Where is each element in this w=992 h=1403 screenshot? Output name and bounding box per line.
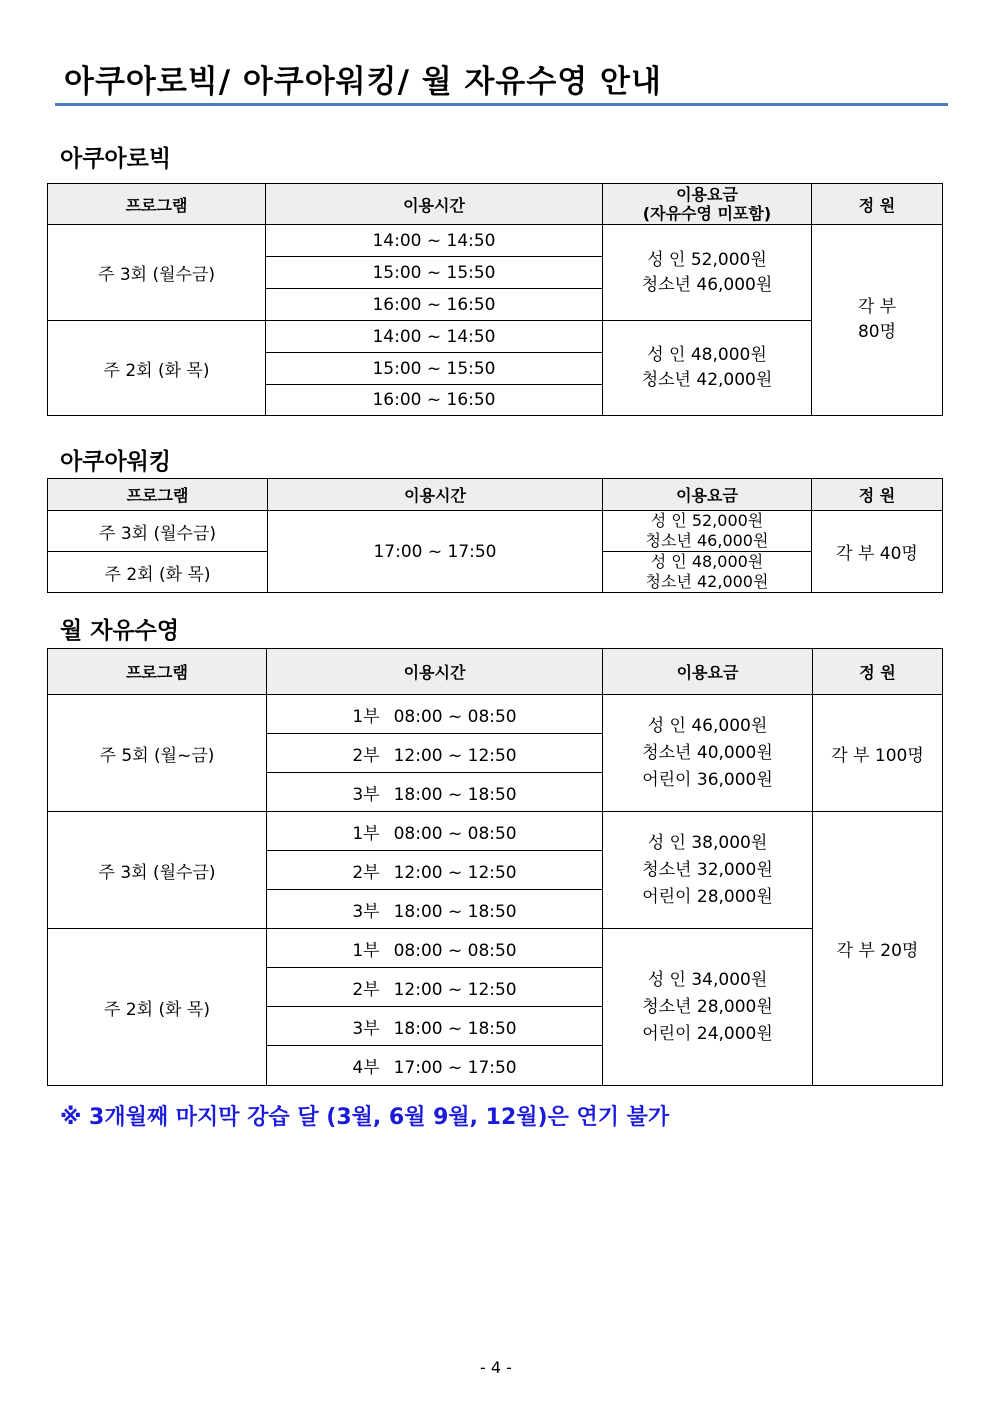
session-part: 2부 bbox=[352, 979, 380, 1000]
session-time: 08:00 ~ 08:50 bbox=[393, 706, 517, 727]
program-cell: 주 3회 (월수금) bbox=[48, 225, 266, 321]
fee-youth: 청소년 28,000원 bbox=[642, 996, 773, 1017]
session-part: 2부 bbox=[352, 745, 380, 766]
title-underline bbox=[55, 103, 948, 106]
capacity-cell: 각 부 20명 bbox=[813, 812, 943, 1086]
fee-child: 어린이 36,000원 bbox=[642, 769, 773, 790]
capacity-cell: 각 부 40명 bbox=[812, 511, 943, 593]
session-part: 2부 bbox=[352, 862, 380, 883]
fee-cell bbox=[603, 812, 813, 929]
fee-youth: 청소년 42,000원 bbox=[641, 370, 773, 390]
swim-table bbox=[47, 648, 943, 1086]
postponement-notice: ※ 3개월째 마지막 강습 달 (3월, 6월 9월, 12월)은 연기 불가 bbox=[60, 1105, 670, 1130]
session-cell bbox=[267, 773, 603, 812]
header-program: 프로그램 bbox=[48, 479, 268, 511]
page-title: 아쿠아로빅/ 아쿠아워킹/ 월 자유수영 안내 bbox=[64, 64, 662, 100]
session-cell bbox=[267, 695, 603, 734]
session-time: 12:00 ~ 12:50 bbox=[393, 862, 517, 883]
session-cell bbox=[267, 1046, 603, 1086]
header-fee-note: (자유수영 미포함) bbox=[642, 204, 772, 223]
fee-youth: 청소년 42,000원 bbox=[645, 572, 769, 591]
fee-cell bbox=[603, 695, 813, 812]
session-part: 3부 bbox=[352, 1018, 380, 1039]
session-time: 12:00 ~ 12:50 bbox=[393, 979, 517, 1000]
session-time: 18:00 ~ 18:50 bbox=[393, 784, 517, 805]
header-program: 프로그램 bbox=[48, 649, 267, 695]
program-cell: 주 2회 (화 목) bbox=[48, 321, 266, 416]
capacity-line1: 각 부 bbox=[857, 297, 897, 317]
program-cell: 주 3회 (월수금) bbox=[48, 511, 268, 552]
session-cell bbox=[267, 929, 603, 968]
header-fee: 이용요금 bbox=[603, 649, 813, 695]
session-cell bbox=[267, 734, 603, 773]
capacity-cell bbox=[812, 225, 943, 416]
session-part: 3부 bbox=[352, 784, 380, 805]
session-cell bbox=[267, 890, 603, 929]
time-cell: 17:00 ~ 17:50 bbox=[268, 511, 603, 593]
header-capacity: 정 원 bbox=[813, 649, 943, 695]
fee-adult: 성 인 34,000원 bbox=[647, 969, 768, 990]
session-cell bbox=[267, 812, 603, 851]
fee-child: 어린이 24,000원 bbox=[642, 1023, 773, 1044]
header-capacity: 정 원 bbox=[812, 184, 943, 225]
session-cell bbox=[267, 1007, 603, 1046]
fee-adult: 성 인 52,000원 bbox=[650, 511, 764, 530]
fee-cell bbox=[603, 321, 812, 416]
program-cell: 주 5회 (월~금) bbox=[48, 695, 267, 812]
fee-child: 어린이 28,000원 bbox=[642, 886, 773, 907]
session-part: 1부 bbox=[352, 823, 380, 844]
session-time: 18:00 ~ 18:50 bbox=[393, 1018, 517, 1039]
session-part: 1부 bbox=[352, 940, 380, 961]
program-cell: 주 2회 (화 목) bbox=[48, 929, 267, 1086]
session-part: 1부 bbox=[352, 706, 380, 727]
fee-cell bbox=[603, 552, 812, 593]
fee-cell bbox=[603, 511, 812, 552]
capacity-cell: 각 부 100명 bbox=[813, 695, 943, 812]
header-program: 프로그램 bbox=[48, 184, 266, 225]
aerobic-table bbox=[47, 183, 943, 416]
session-time: 12:00 ~ 12:50 bbox=[393, 745, 517, 766]
header-fee-label: 이용요금 bbox=[676, 185, 738, 204]
header-time: 이용시간 bbox=[267, 649, 603, 695]
session-time: 08:00 ~ 08:50 bbox=[393, 940, 517, 961]
session-cell bbox=[267, 968, 603, 1007]
fee-adult: 성 인 48,000원 bbox=[650, 552, 764, 571]
fee-youth: 청소년 32,000원 bbox=[642, 859, 773, 880]
session-time: 17:00 ~ 17:50 bbox=[393, 1058, 517, 1078]
time-cell: 16:00 ~ 16:50 bbox=[266, 385, 603, 416]
section-heading-aerobic: 아쿠아로빅 bbox=[60, 146, 172, 172]
fee-youth: 청소년 46,000원 bbox=[641, 274, 773, 295]
time-cell: 14:00 ~ 14:50 bbox=[266, 321, 603, 353]
capacity-line2: 80명 bbox=[857, 322, 897, 342]
fee-adult: 성 인 46,000원 bbox=[647, 715, 768, 736]
header-time: 이용시간 bbox=[268, 479, 603, 511]
header-fee bbox=[603, 184, 812, 225]
fee-adult: 성 인 52,000원 bbox=[647, 249, 767, 270]
time-cell: 14:00 ~ 14:50 bbox=[266, 225, 603, 257]
section-heading-walking: 아쿠아워킹 bbox=[60, 449, 172, 475]
session-time: 18:00 ~ 18:50 bbox=[393, 901, 517, 922]
session-part: 3부 bbox=[352, 901, 380, 922]
page-number: - 4 - bbox=[480, 1358, 512, 1377]
time-cell: 15:00 ~ 15:50 bbox=[266, 257, 603, 289]
fee-cell bbox=[603, 929, 813, 1086]
fee-youth: 청소년 46,000원 bbox=[645, 531, 769, 550]
session-cell bbox=[267, 851, 603, 890]
fee-adult: 성 인 38,000원 bbox=[647, 832, 768, 853]
time-cell: 16:00 ~ 16:50 bbox=[266, 289, 603, 321]
section-heading-swim: 월 자유수영 bbox=[60, 618, 180, 644]
time-cell: 15:00 ~ 15:50 bbox=[266, 353, 603, 385]
header-fee: 이용요금 bbox=[603, 479, 812, 511]
fee-adult: 성 인 48,000원 bbox=[647, 345, 767, 365]
header-time: 이용시간 bbox=[266, 184, 603, 225]
walking-table bbox=[47, 478, 943, 593]
fee-cell bbox=[603, 225, 812, 321]
program-cell: 주 2회 (화 목) bbox=[48, 552, 268, 593]
session-part: 4부 bbox=[352, 1058, 380, 1078]
session-time: 08:00 ~ 08:50 bbox=[393, 823, 517, 844]
program-cell: 주 3회 (월수금) bbox=[48, 812, 267, 929]
header-capacity: 정 원 bbox=[812, 479, 943, 511]
fee-youth: 청소년 40,000원 bbox=[642, 742, 773, 763]
